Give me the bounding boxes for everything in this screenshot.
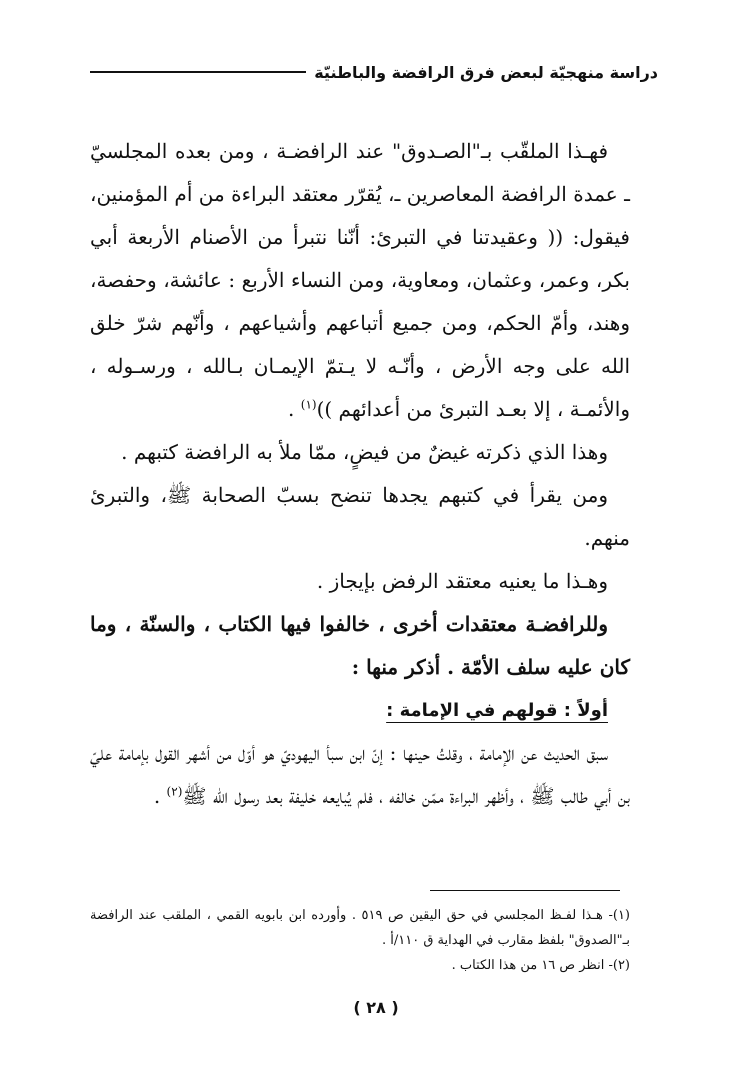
paragraph-1-text: فهـذا الملقّب بـ"الصـدوق" عند الرافضـة ، ومن بعده المجلسيّ ـ عمدة الرافضة المعاصرين ـ، يُقرّر معتقد البراءة من أم المؤمنين، فيقول: (( وعقيدتنا في التبرئ: أنّنا نتبرأ من الأصنام الأربعة أبي بكر، وعمر، وعثمان، ومعاوية، ومن النساء الأربع : عائشة، وحفصة، وهند، وأمّ الحكم، ومن جميع أتباعهم وأشياعهم ، وأنّهم شرّ خلق الله على وجه الأرض ، وأنّـه لا يـتمّ الإيمـان بـالله ، ورسـوله ، والأئمـة ، إلا بعـد التبرئ من أعدائهم )) xyxy=(90,139,630,421)
paragraph-6 xyxy=(90,732,630,818)
paragraph-1 xyxy=(90,130,630,431)
paragraph-1-end: . xyxy=(288,397,301,421)
page-number: ( ٢٨ ) xyxy=(353,998,399,1017)
paragraph-2: وهذا الذي ذكرته غيضٌ من فيضٍ، ممّا ملأ به الرافضة كتبهم . xyxy=(121,440,608,464)
paragraph-6-text: سبق الحديث عن الإمامة ، وقلتُ حينها : إنّ ابن سبأ اليهوديّ هو أوّل من أشهر القول بإمامة عليّ بن أبي طالب ﷺ ، وأظهر البراءة ممّن خالفه ، فلم يُبايعه خليفة بعد رسول الله ﷺ xyxy=(90,741,630,808)
running-header-title: دراسة منهجيّة لبعض فرق الرافضة والباطنيّة xyxy=(314,62,658,82)
section-heading: أولاً : قولهم في الإمامة : xyxy=(386,700,608,721)
footnote-separator xyxy=(430,890,620,891)
paragraph-4: وهـذا ما يعنيه معتقد الرفض بإيجاز . xyxy=(316,569,608,593)
footnote-1: (١)- هـذا لفـظ المجلسي في حق اليقين ص ٥١٩ . وأورده ابن بابويه القمي ، الملقب عند الرافضة بـ"الصدوق" بلفظ مقارب في الهداية ق ١١٠/أ . xyxy=(90,908,630,948)
footnotes xyxy=(90,903,630,978)
footnote-ref-1: (١) xyxy=(300,397,317,412)
main-text xyxy=(90,130,630,818)
running-header xyxy=(90,58,658,86)
paragraph-5: وللرافضـة معتقدات أخرى ، خالفوا فيها الكتاب ، والسنّة ، وما كان عليه سلف الأمّة . أذكر منها : xyxy=(90,612,630,679)
footnote-ref-2: (٢) xyxy=(166,784,183,799)
paragraph-6-end: . xyxy=(153,784,167,808)
paragraph-3: ومن يقرأ في كتبهم يجدها تنضح بسبّ الصحابة ﷺ، والتبرئ منهم. xyxy=(90,483,630,550)
footnote-2: (٢)- انظر ص ١٦ من هذا الكتاب . xyxy=(451,958,630,973)
header-rule xyxy=(90,71,306,73)
